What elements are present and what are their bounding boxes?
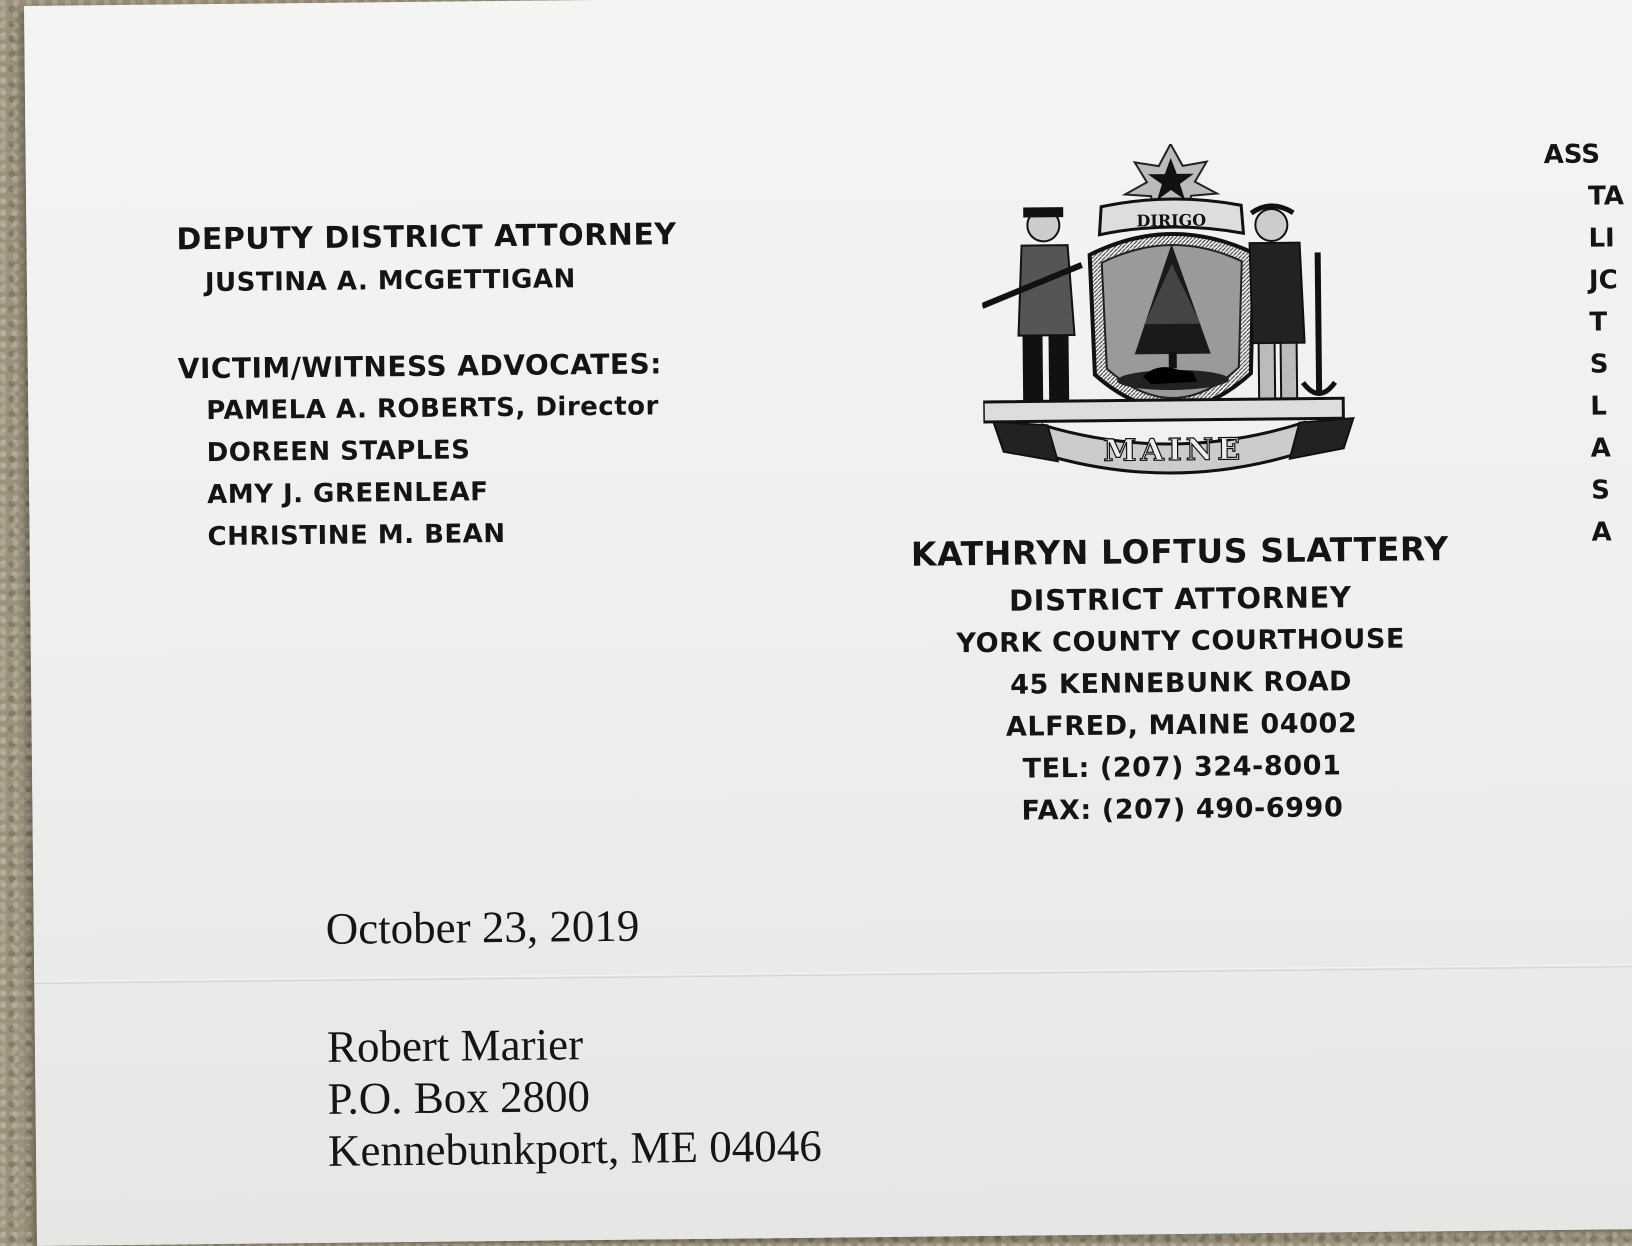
right-initial-4: T — [1589, 307, 1608, 338]
address-courthouse: YORK COUNTY COURTHOUSE — [956, 623, 1406, 660]
advocate-1-role: Director — [535, 391, 660, 423]
address-street: 45 KENNEBUNK ROAD — [1010, 666, 1353, 701]
right-column-heading: ASS — [1543, 139, 1601, 171]
advocate-4: CHRISTINE M. BEAN — [207, 518, 506, 553]
right-initial-2: LI — [1588, 223, 1615, 254]
advocates-title: VICTIM/WITNESS ADVOCATES: — [177, 347, 663, 386]
advocate-3: AMY J. GREENLEAF — [206, 477, 489, 511]
maine-state-seal-icon — [981, 142, 1365, 486]
district-attorney-name: KATHRYN LOFTUS SLATTERY — [910, 529, 1449, 574]
right-initial-7: A — [1590, 433, 1612, 464]
district-attorney-title: DISTRICT ATTORNEY — [1008, 580, 1352, 618]
letter-page — [24, 0, 1632, 1246]
letter-date: October 23, 2019 — [325, 900, 640, 954]
fax-number: FAX: (207) 490-6990 — [1021, 792, 1344, 827]
right-initial-1: TA — [1587, 181, 1625, 212]
deputy-title: DEPUTY DISTRICT ATTORNEY — [176, 217, 677, 258]
right-initial-9: A — [1591, 517, 1612, 548]
seal-motto: DIRIGO — [1136, 210, 1207, 231]
phone-number: TEL: (207) 324-8001 — [1022, 750, 1342, 785]
advocate-1-name: PAMELA A. ROBERTS, — [206, 392, 526, 427]
address-city: ALFRED, MAINE 04002 — [1005, 708, 1358, 743]
recipient-address-line: P.O. Box 2800 — [327, 1071, 591, 1124]
deputy-name: JUSTINA A. MCGETTIGAN — [204, 264, 576, 299]
right-initial-3: JC — [1588, 265, 1618, 296]
right-initial-8: S — [1591, 475, 1611, 506]
recipient-city-line: Kennebunkport, ME 04046 — [327, 1120, 822, 1176]
advocate-2: DOREEN STAPLES — [206, 435, 471, 469]
recipient-name: Robert Marier — [326, 1019, 584, 1072]
right-initial-5: S — [1589, 349, 1609, 380]
advocate-1 — [206, 391, 659, 426]
right-initial-6: L — [1590, 391, 1608, 422]
seal-banner-maine: MAINE — [1103, 432, 1245, 469]
